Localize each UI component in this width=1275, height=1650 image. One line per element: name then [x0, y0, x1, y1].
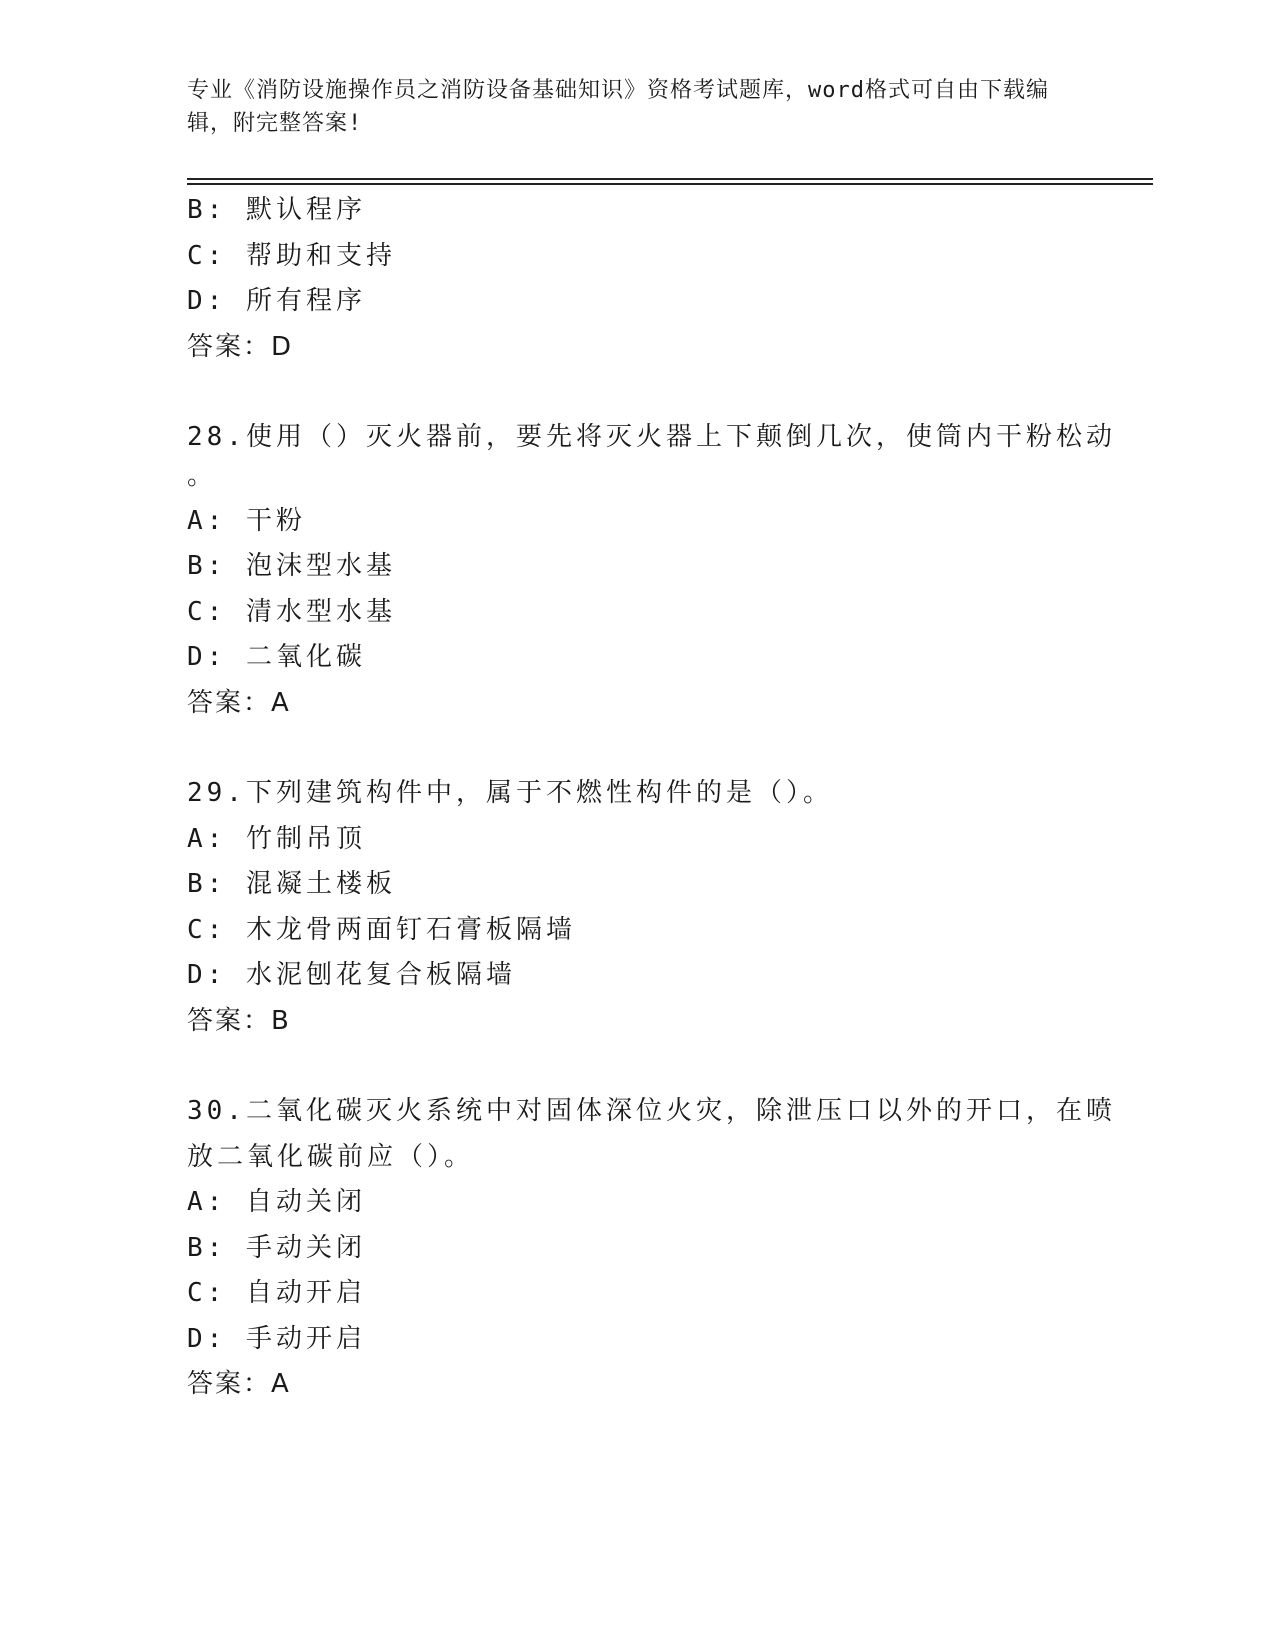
option-text: 自动开启 — [245, 1278, 366, 1308]
option-label: B: — [187, 1232, 227, 1263]
question-text: 30.二氧化碳灭火系统中对固体深位火灾，除泄压口以外的开口，在喷 — [187, 1096, 1116, 1126]
option-label: B: — [187, 869, 227, 899]
option-label: A: — [187, 1187, 227, 1217]
option-d — [187, 635, 1087, 681]
option-b — [187, 1226, 1087, 1272]
option-text: 手动开启 — [245, 1323, 366, 1354]
question-text: 29.下列建筑构件中，属于不燃性构件的是（）。 — [187, 778, 833, 808]
answer-line: 答案：A — [187, 687, 291, 718]
option-label: A: — [187, 505, 227, 536]
answer-line: 答案：D — [187, 331, 294, 362]
carryover-question — [187, 188, 1087, 370]
option-label: C: — [187, 914, 227, 945]
option-b — [187, 862, 1087, 908]
question-content — [187, 188, 1116, 1408]
option-label: D: — [187, 642, 227, 672]
option-d — [187, 279, 1087, 325]
option-label: B: — [187, 551, 227, 581]
option-b — [187, 544, 1087, 590]
question-text-continued: 放二氧化碳前应（）。 — [187, 1141, 475, 1172]
option-text: 水泥刨花复合板隔墙 — [245, 960, 516, 990]
document-intro: 专业《消防设施操作员之消防设备基础知识》资格考试题库，word格式可自由下载编辑，附完整答案! — [187, 78, 1049, 136]
option-c — [187, 590, 1087, 636]
option-text: 干粉 — [245, 505, 306, 536]
question-29 — [187, 771, 1087, 1044]
option-text: 混凝土楼板 — [245, 869, 396, 899]
header-rule-top — [187, 178, 1153, 180]
option-text: 二氧化碳 — [245, 642, 366, 672]
option-label: C: — [187, 596, 227, 627]
question-30 — [187, 1089, 1116, 1408]
option-b — [187, 188, 1087, 234]
option-label: C: — [187, 240, 227, 271]
spacer — [187, 370, 1087, 415]
option-text: 所有程序 — [245, 286, 366, 316]
spacer — [187, 726, 1087, 771]
option-text: 自动关闭 — [245, 1187, 366, 1217]
question-text: 28.使用（）灭火器前，要先将灭火器上下颠倒几次，使筒内干粉松动 — [187, 422, 1116, 452]
option-text: 泡沫型水基 — [245, 551, 396, 581]
option-text: 清水型水基 — [245, 596, 396, 627]
option-label: D: — [187, 960, 227, 990]
option-label: A: — [187, 823, 227, 854]
option-label: B: — [187, 195, 227, 225]
option-text: 帮助和支持 — [245, 240, 396, 271]
option-c — [187, 234, 1087, 280]
option-text: 木龙骨两面钉石膏板隔墙 — [245, 914, 576, 945]
question-text-continued: 。 — [187, 460, 218, 491]
option-label: D: — [187, 1323, 227, 1354]
option-a — [187, 1180, 1087, 1226]
option-text: 手动关闭 — [245, 1232, 366, 1263]
option-a — [187, 817, 1087, 863]
option-c — [187, 908, 1087, 954]
option-d — [187, 953, 1087, 999]
option-text: 竹制吊顶 — [245, 823, 366, 854]
question-28 — [187, 415, 1116, 726]
option-text: 默认程序 — [245, 195, 366, 225]
answer-line: 答案：A — [187, 1369, 291, 1399]
spacer — [187, 1044, 1087, 1089]
option-label: D: — [187, 286, 227, 316]
option-d — [187, 1317, 1087, 1363]
option-c — [187, 1271, 1087, 1317]
answer-line: 答案：B — [187, 1005, 291, 1036]
option-a — [187, 499, 1087, 545]
option-label: C: — [187, 1278, 227, 1308]
header-rule-bottom — [187, 183, 1153, 185]
